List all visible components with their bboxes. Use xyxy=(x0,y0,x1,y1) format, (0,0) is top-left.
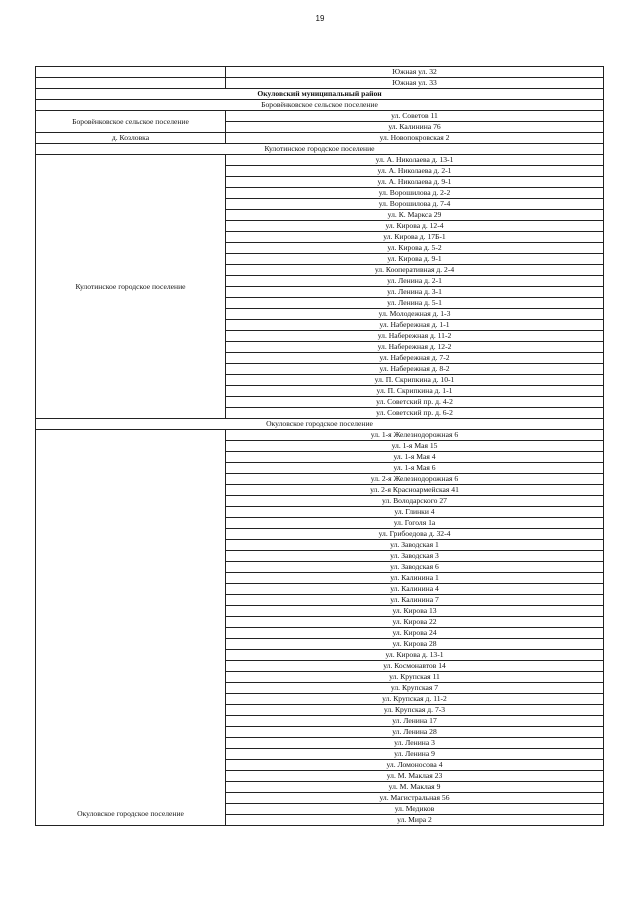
table-row xyxy=(36,67,604,78)
street-cell: ул. 2-я Красноармейская 41 xyxy=(226,485,604,496)
section-header-row xyxy=(36,100,604,111)
table-row xyxy=(36,78,604,89)
street-cell: ул. Кирова 24 xyxy=(226,628,604,639)
street-cell: ул. Гоголя 1а xyxy=(226,518,604,529)
street-cell: ул. Кирова д. 5-2 xyxy=(226,243,604,254)
address-table xyxy=(35,66,604,826)
street-cell: ул. Ленина 9 xyxy=(226,749,604,760)
left-cell-continued xyxy=(36,78,226,89)
page-number: 19 xyxy=(315,14,325,23)
street-cell: ул. Калинина 1 xyxy=(226,573,604,584)
street-cell: ул. Ленина д. 5-1 xyxy=(226,298,604,309)
table-row xyxy=(36,133,604,144)
street-cell: ул. Калинина 4 xyxy=(226,584,604,595)
street-cell: ул. Набережная д. 8-2 xyxy=(226,364,604,375)
street-cell: ул. Крупская 11 xyxy=(226,672,604,683)
street-cell: ул. Набережная д. 11-2 xyxy=(226,331,604,342)
settlement-cell: Боровёнковское сельское поселение xyxy=(36,111,226,133)
street-cell: ул. Ленина 17 xyxy=(226,716,604,727)
street-cell: ул. Ленина 28 xyxy=(226,727,604,738)
street-cell: ул. Ломоносова 4 xyxy=(226,760,604,771)
street-cell: ул. Крупская д. 11-2 xyxy=(226,694,604,705)
street-cell: ул. Володарского 27 xyxy=(226,496,604,507)
street-cell: ул. Кирова 28 xyxy=(226,639,604,650)
street-cell: ул. Ленина д. 3-1 xyxy=(226,287,604,298)
street-cell: ул. Ленина д. 2-1 xyxy=(226,276,604,287)
street-cell: ул. Калинина 76 xyxy=(226,122,604,133)
street-cell: ул. Кирова д. 13-1 xyxy=(226,650,604,661)
street-cell: ул. А. Николаева д. 13-1 xyxy=(226,155,604,166)
street-cell: ул. П. Скрипкина д. 10-1 xyxy=(226,375,604,386)
street-cell: ул. Кирова 13 xyxy=(226,606,604,617)
street-cell: ул. Набережная д. 12-2 xyxy=(226,342,604,353)
street-cell: ул. Молодежная д. 1-3 xyxy=(226,309,604,320)
street-cell: ул. Советский пр. д. 4-2 xyxy=(226,397,604,408)
street-cell: ул. М. Маклая 23 xyxy=(226,771,604,782)
street-cell: ул. 1-я Мая 4 xyxy=(226,452,604,463)
street-cell: ул. Кооперативная д. 2-4 xyxy=(226,265,604,276)
street-cell: ул. Советов 11 xyxy=(226,111,604,122)
street-cell: ул. Кирова д. 9-1 xyxy=(226,254,604,265)
street-cell: ул. Заводская 6 xyxy=(226,562,604,573)
street-cell: ул. Ленина 3 xyxy=(226,738,604,749)
street-cell: ул. Ворошилова д. 2-2 xyxy=(226,188,604,199)
street-cell: ул. 1-я Мая 6 xyxy=(226,463,604,474)
table-row xyxy=(36,155,604,166)
section-header: Кулотинское городское поселение xyxy=(36,144,604,155)
street-cell: ул. Ворошилова д. 7-4 xyxy=(226,199,604,210)
street-cell: ул. Заводская 1 xyxy=(226,540,604,551)
street-cell: ул. Медиков xyxy=(226,804,604,815)
left-cell-continued xyxy=(36,67,226,78)
street-cell: ул. А. Николаева д. 9-1 xyxy=(226,177,604,188)
street-cell: ул. К. Маркса 29 xyxy=(226,210,604,221)
street-cell: ул. Глинки 4 xyxy=(226,507,604,518)
table-row xyxy=(36,111,604,122)
section-header-row xyxy=(36,419,604,430)
street-cell: ул. Набережная д. 1-1 xyxy=(226,320,604,331)
street-cell: Южная ул. 33 xyxy=(226,78,604,89)
street-cell: ул. Кирова д. 17Б-1 xyxy=(226,232,604,243)
settlement-cell: д. Козловка xyxy=(36,133,226,144)
street-cell: ул. 1-я Железнодорожная 6 xyxy=(226,430,604,441)
street-cell: Южная ул. 32 xyxy=(226,67,604,78)
table-row xyxy=(36,430,604,441)
section-header: Боровёнковское сельское поселение xyxy=(36,100,604,111)
street-cell: ул. Крупская д. 7-3 xyxy=(226,705,604,716)
street-cell: ул. Космонавтов 14 xyxy=(226,661,604,672)
section-header-row xyxy=(36,144,604,155)
street-cell: ул. Набережная д. 7-2 xyxy=(226,353,604,364)
street-cell: ул. Крупская 7 xyxy=(226,683,604,694)
street-cell: ул. Магистральная 56 xyxy=(226,793,604,804)
street-cell: ул. 1-я Мая 15 xyxy=(226,441,604,452)
settlement-cell: Кулотинское городское поселение xyxy=(36,155,226,419)
street-cell: ул. Советский пр. д. 6-2 xyxy=(226,408,604,419)
district-title: Окуловский муниципальный район xyxy=(36,89,604,100)
settlement-cell: Окуловское городское поселение xyxy=(36,430,226,826)
street-cell: ул. Кирова д. 12-4 xyxy=(226,221,604,232)
street-cell: ул. 2-я Железнодорожная 6 xyxy=(226,474,604,485)
street-cell: ул. Мира 2 xyxy=(226,815,604,826)
address-table-body xyxy=(36,67,604,826)
street-cell: ул. Новопокровская 2 xyxy=(226,133,604,144)
street-cell: ул. А. Николаева д. 2-1 xyxy=(226,166,604,177)
street-cell: ул. Заводская 3 xyxy=(226,551,604,562)
street-cell: ул. Калинина 7 xyxy=(226,595,604,606)
district-row xyxy=(36,89,604,100)
street-cell: ул. Грибоедова д. 32-4 xyxy=(226,529,604,540)
section-header: Окуловское городское поселение xyxy=(36,419,604,430)
street-cell: ул. М. Маклая 9 xyxy=(226,782,604,793)
street-cell: ул. Кирова 22 xyxy=(226,617,604,628)
street-cell: ул. П. Скрипкина д. 1-1 xyxy=(226,386,604,397)
